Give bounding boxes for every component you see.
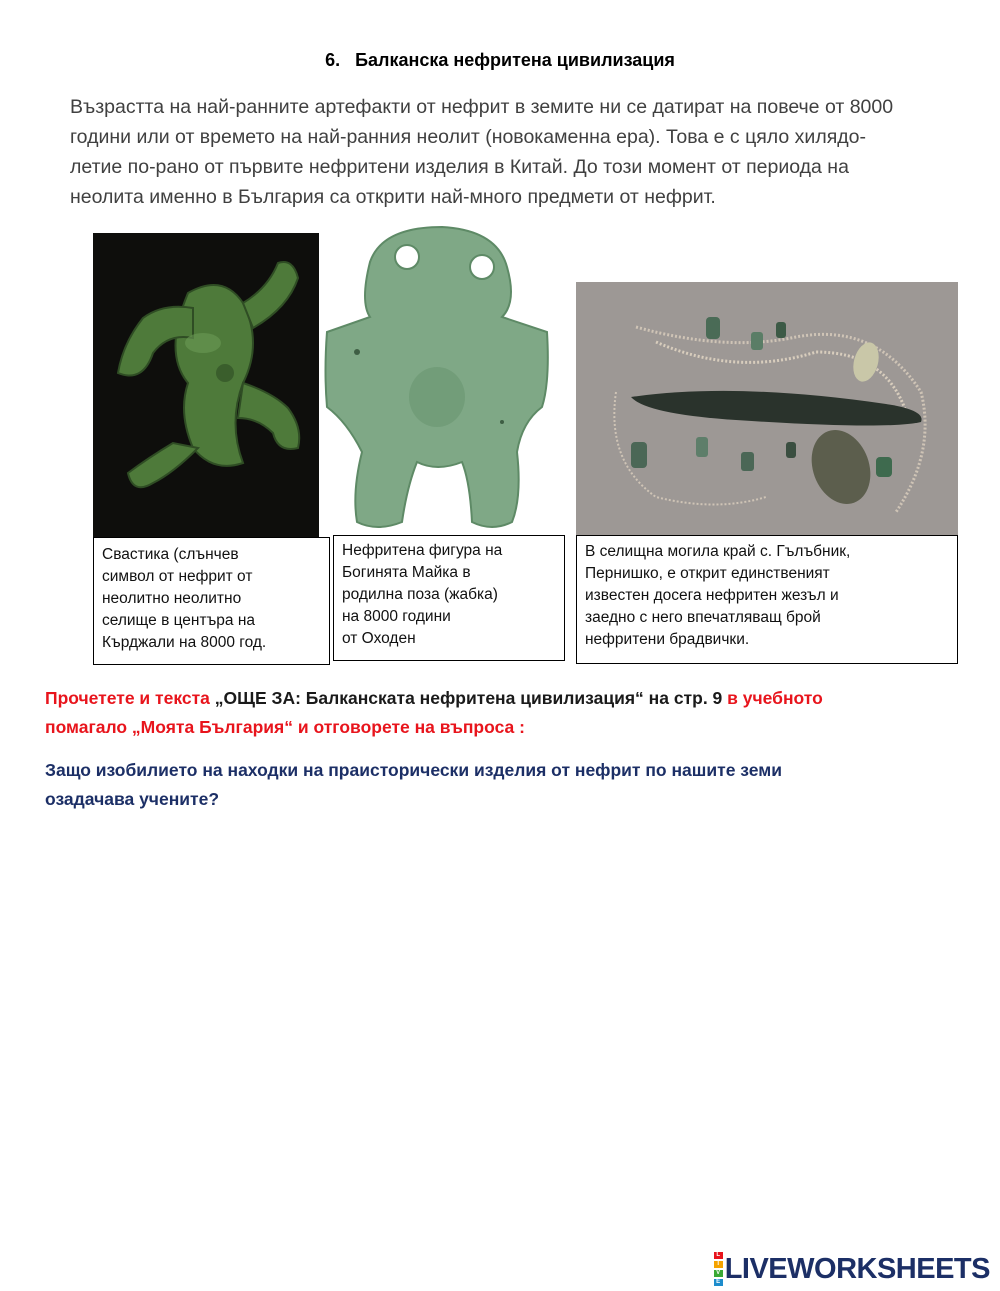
logo-letter: V [714, 1270, 723, 1277]
caption-line: неолитно неолитно [102, 590, 242, 607]
caption-goddess [333, 535, 565, 661]
logo-letter: I [714, 1261, 723, 1268]
instruction-tail: в учебното [722, 688, 823, 708]
caption-line: известен досега нефритен жезъл и [585, 587, 839, 604]
intro-line: неолита именно в България са открити най-много предмети от нефрит. [70, 186, 716, 208]
jade-goddess-photo [322, 222, 550, 540]
caption-line: символ от нефрит от [102, 568, 253, 585]
caption-line: Кърджали на 8000 год. [102, 634, 267, 651]
caption-line: на 8000 години [342, 608, 451, 625]
caption-line: селище в центъра на [102, 612, 256, 629]
jade-scepter-axes-photo [576, 282, 958, 538]
section-title: Балканска нефритена цивилизация [355, 50, 675, 70]
instruction-reference: „ОЩЕ ЗА: Балканската нефритена цивилизация“ на стр. 9 [214, 688, 723, 708]
instruction-lead: Прочетете и текста [45, 688, 215, 708]
caption-scepter [576, 535, 958, 664]
caption-line: Богинята Майка в [342, 564, 471, 581]
intro-line: години или от времето на най-ранния неолит (новокаменна ера). Това е с цяло хилядо- [70, 126, 866, 148]
caption-line: заедно с него впечатляващ брой [585, 609, 821, 626]
intro-paragraph [70, 92, 950, 212]
question-text [45, 756, 945, 814]
liveworksheets-logo[interactable] [714, 1252, 990, 1286]
caption-line: Свастика (слънчев [102, 546, 239, 563]
instruction-line-2: помагало „Моята България“ и отговорете на въпроса : [45, 717, 525, 737]
logo-text: LIVEWORKSHEETS [724, 1252, 990, 1285]
instruction-line-1 [45, 684, 960, 713]
caption-line: Пернишко, е открит единственият [585, 565, 830, 582]
intro-line: летие по-рано от първите нефритени изделия в Китай. До този момент от периода на [70, 156, 849, 178]
caption-line: нефритени брадвички. [585, 631, 750, 648]
section-heading [0, 50, 1000, 71]
caption-line: родилна поза (жабка) [342, 586, 498, 603]
reading-instruction [45, 684, 960, 742]
question-line: Защо изобилието на находки на праисторически изделия от нефрит по нашите земи [45, 760, 782, 780]
logo-letter: E [714, 1279, 723, 1286]
caption-swastika [93, 537, 330, 665]
logo-letter: L [714, 1252, 723, 1259]
caption-line: от Оходен [342, 630, 416, 647]
section-number: 6. [325, 50, 341, 70]
intro-line: Възрастта на най-ранните артефакти от нефрит в земите ни се датират на повече от 8000 [70, 96, 894, 118]
question-line: озадачава учените? [45, 789, 220, 809]
jade-swastika-photo [93, 233, 319, 538]
live-mark-icon [714, 1251, 723, 1287]
caption-line: В селищна могила край с. Гълъбник, [585, 543, 851, 560]
caption-line: Нефритена фигура на [342, 542, 503, 559]
